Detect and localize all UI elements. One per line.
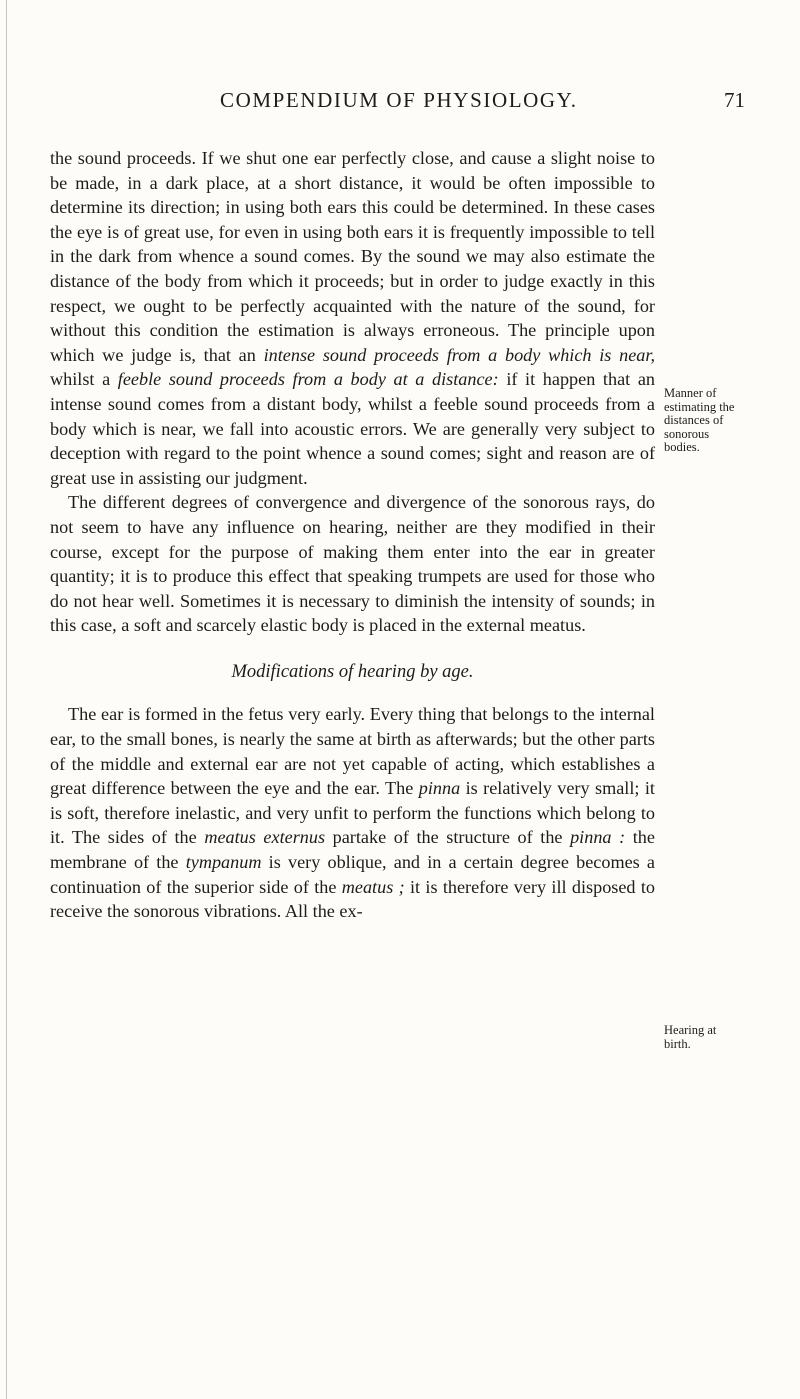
text-run: is very oblique, and in a certain degree becomes a continuation of the superior side of the — [50, 852, 655, 897]
page-edge-line — [6, 0, 7, 1399]
running-title: COMPENDIUM OF PHYSIOLOGY. — [220, 88, 578, 112]
section-heading: Modifications of hearing by age. — [231, 661, 474, 682]
text-run: partake of the structure of the — [325, 827, 571, 848]
paragraph-fetal-ear — [50, 702, 655, 923]
paragraph-sound-direction — [50, 146, 655, 490]
margin-note-line: Manner of — [664, 386, 717, 400]
page-number: 71 — [724, 88, 745, 112]
italic-phrase: feeble sound proceeds from a body at a distance: — [117, 369, 499, 390]
text-run: if it happen that an intense sound comes from a distant body, whilst a feeble sound proceeds from a body which is near, we fall into acoustic errors. We are generally very subject to deception with regard to the point whence a sound comes; sight and reason are of great use in assisting our judgment. — [50, 369, 655, 488]
margin-note-distance — [664, 387, 796, 455]
italic-term: tympanum — [185, 852, 262, 873]
margin-note-birth — [664, 1024, 796, 1051]
margin-note-line: birth. — [664, 1036, 691, 1051]
running-head — [0, 88, 800, 118]
italic-term: pinna : — [570, 827, 626, 848]
italic-phrase: intense sound proceeds from a body which is near, — [263, 344, 655, 365]
italic-term: pinna — [418, 778, 461, 799]
margin-note-line: Hearing at — [664, 1023, 717, 1037]
italic-term: meatus externus — [204, 827, 326, 848]
margin-note-line: sonorous — [664, 426, 710, 441]
text-run: The ear is formed in the fetus very early. Every thing that belongs to the internal ear, to the small bones, is nearly the same at birth as afterwards; but the other parts of the middle and external ear are not yet capable of acting, which establishes a great difference between the eye and the ear. The — [50, 704, 655, 799]
italic-term: meatus ; — [341, 876, 405, 897]
margin-note-line: distances of — [664, 413, 724, 427]
margin-note-line: estimating the — [664, 399, 735, 414]
text-run: whilst a — [50, 369, 118, 390]
text-run: the sound proceeds. If we shut one ear perfectly close, and cause a slight noise to be made, in a dark place, at a short distance, it would be often impossible to determine its direction; in using both ears this could be determined. In these cases the eye is of great use, for even in using both ears it is frequently impossible to tell in the dark from whence a sound comes. By the sound we may also estimate the distance of the body from which it proceeds; but in order to judge exactly in this respect, we ought to be perfectly acquainted with the nature of the sound, for without this condition the estimation is always erroneous. The principle upon which we judge is, that an — [50, 148, 655, 365]
text-run: it is therefore very ill disposed to receive the sonorous vibrations. All the ex- — [50, 876, 655, 922]
text-run: the membrane of the — [50, 827, 655, 873]
body-text — [50, 146, 655, 924]
paragraph-convergence: The different degrees of convergence and divergence of the sonorous rays, do not seem to have any influence on hearing, neither are they modified in their course, except for the purpose of making them enter into the ear in greater quantity; it is to produce this effect that speaking trumpets are used for those who do not hear well. Sometimes it is necessary to diminish the intensity of sounds; in this case, a soft and scarcely elastic body is placed in the external meatus. — [50, 492, 655, 636]
text-run: is relatively very small; it is soft, therefore inelastic, and very unfit to perform the functions which belong to it. The sides of the — [50, 778, 655, 848]
margin-note-line: bodies. — [664, 440, 700, 454]
